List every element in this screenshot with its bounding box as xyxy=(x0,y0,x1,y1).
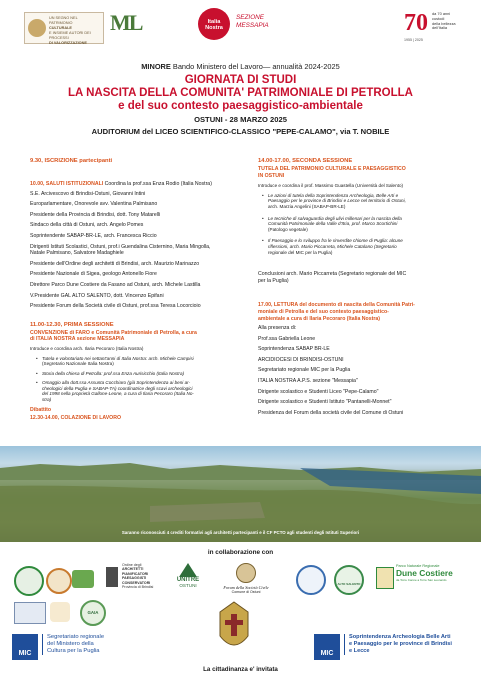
left-column xyxy=(30,158,252,422)
credits-caption: Saranno riconosciuti 4 crediti formativi agli architetti partecipanti e il CF PCTO agli studenti degli Istituti Superiori xyxy=(121,530,360,535)
funding-line xyxy=(0,62,481,71)
talk-item xyxy=(268,193,464,210)
mic-label: MIC xyxy=(320,650,334,657)
landscape-photo xyxy=(0,446,481,542)
round-logo xyxy=(296,565,326,595)
talk-item xyxy=(268,216,464,233)
title-line-2: LA NASCITA DELLA COMUNITA' PATRIMONIALE DI PETROLLA xyxy=(68,87,413,99)
talk-line: • Storia della chiesa di Petrolla: prof.ssa Enza Aurisicchio (Italia Nostra) xyxy=(42,370,185,376)
first-session-line: di ITALIA NOSTRA sezione MESSAPIA xyxy=(30,336,125,343)
funding-bold: MINORE xyxy=(141,62,171,71)
anniversary-line: della bellezza xyxy=(432,20,456,26)
section-label-line: MESSAPIA xyxy=(236,22,269,29)
reading-title xyxy=(258,302,464,322)
anniversary-logo xyxy=(404,10,464,46)
conclusions-line: Conclusioni arch. Mario Piccarreta (Segretario regionale del MIC xyxy=(258,271,407,278)
title-line-1: GIORNATA DI STUDI xyxy=(184,74,297,86)
crest-icon xyxy=(214,600,254,660)
greetings-title: 10.00, SALUTI ISTITUZIONALI xyxy=(30,181,104,187)
second-session-line: IN OSTUNI xyxy=(258,172,285,179)
lunch-label: 12.30-14.00, COLAZIONE DI LAVORO xyxy=(30,415,121,422)
first-session-title: 11.00-12.30, PRIMA SESSIONE xyxy=(30,321,114,328)
talk-line: • Tutela e volontariato nei settant'anni di Italia Nostra: arch. Michele Campisi xyxy=(42,355,194,361)
presence-item: ITALIA NOSTRA A.P.S. sezione "Messapia" xyxy=(258,378,358,385)
greeting-item: Soprintendente SABAP-BR-LE, arch. Francesca Riccio xyxy=(30,232,157,239)
greetings-header xyxy=(30,181,252,188)
first-session-talks xyxy=(30,356,252,403)
anniversary-number: 70 xyxy=(404,10,428,36)
soprintendenza-line: Soprintendenza Archeologia Belle Arti xyxy=(349,634,451,640)
talk-line: • Le azioni di tutela della Soprintendenza Archeologia, Belle Arti e xyxy=(268,192,399,198)
gaia-name: GAIA xyxy=(87,610,99,615)
talk-line: • Omaggio alla dott.ssa Assunta Cocchiaro (già Soprintendenza ai beni ar- xyxy=(42,380,191,386)
parco-line: Parco Naturale Regionale xyxy=(396,564,440,568)
registration-line: 9.30, ISCRIZIONE partecipanti xyxy=(30,158,113,164)
ordine-line: Provincia di Brindisi xyxy=(122,585,154,590)
conclusions xyxy=(258,271,464,284)
soprintendenza-line: e Paesaggio per le province di Brindisi xyxy=(349,641,452,647)
greeting-item: Direttore Parco Dune Costiere da Fasano ad Ostuni, arch. Michele Lastilla xyxy=(30,281,201,288)
first-session-line: CONVENZIONE di FARO e Comunità Patrimoniale di Petrolla, a cura xyxy=(30,329,197,336)
anniversary-line: da 70 anni xyxy=(432,11,451,16)
greetings-list xyxy=(30,191,252,310)
collaboration-label: in collaborazione con xyxy=(207,549,274,556)
talk-line: cheologici della Puglia e SABAP-TA) coordinatrice degli scavi archeologici xyxy=(42,385,193,391)
ordine-architetti-logo xyxy=(106,563,168,589)
anniversary-line: dell'Italia xyxy=(432,25,448,31)
talk-line: (Patologo vegetale) xyxy=(268,226,308,232)
greetings-coordinator: Coordina la prof.ssa Enza Rodio (Italia Nostra) xyxy=(103,181,212,187)
second-session-line: TUTELA DEL PATRIMONIO CULTURALE E PAESAGGISTICO xyxy=(258,166,406,172)
talk-line: riflessioni, arch. Mario Piccarreta, Michele Catalano (Segretario xyxy=(268,243,397,249)
mic-icon xyxy=(12,634,38,660)
soprintendenza-logo xyxy=(314,632,474,666)
section-label xyxy=(236,14,269,30)
butterfly-logo xyxy=(50,602,70,622)
italia-nostra-logo-text: Italia Nostra xyxy=(205,19,223,31)
presence-item: Dirigente scolastico e Studenti Istituto "Pantanelli-Monnet" xyxy=(258,399,392,406)
first-session-coordinator: Introduce e coordina arch. Ilaria Pecoraro (Italia Nostra) xyxy=(30,345,144,351)
mic-icon xyxy=(314,634,340,660)
greeting-item: Presidente dell'Ordine degli architetti di Brindisi, arch. Maurizio Marinazzo xyxy=(30,260,200,267)
community-logo xyxy=(14,566,44,596)
greeting-item: Sindaco della città di Ostuni, arch. Angelo Pomes xyxy=(30,222,144,229)
talk-line: del 1998 nella proprietà Gallone-Leone, a cura di Ilaria Pecoraro (Italia No- xyxy=(42,391,194,397)
heritage-logo-line: E INSIEME AUTORI DEI PROCESSI xyxy=(49,31,91,40)
parco-icon xyxy=(376,567,394,589)
debate-label: Dibattito xyxy=(30,406,52,413)
unitre-icon xyxy=(179,563,197,577)
parco-line: da Torre Canne a Torre San Leonardo xyxy=(396,578,447,582)
funding-text: Bando Ministero del Lavoro— annualità 2024-2025 xyxy=(170,62,340,71)
title-line-3: e del suo contesto paesaggistico-ambientale xyxy=(118,100,363,112)
presence-item: Presidenza del Forum della società civile del Comune di Ostuni xyxy=(258,409,404,416)
unitre-name: UNITRE xyxy=(176,577,200,583)
ministry-logo xyxy=(110,10,142,44)
forum-logo xyxy=(214,563,278,594)
archdiocese-crest xyxy=(214,600,254,660)
italia-nostra-logo xyxy=(198,8,230,40)
greeting-item: Europarlamentare, Onorevole avv. Valentina Palmisano xyxy=(30,201,158,208)
ministry-logo-text: ML xyxy=(110,10,142,35)
mic-regional-line: del Ministero della xyxy=(47,641,94,647)
talk-line: regionale del MIC per la Puglia) xyxy=(268,249,333,255)
mic-regional-line: Cultura per la Puglia xyxy=(47,648,100,654)
citizens-invited: La cittadinanza e' invitata xyxy=(203,666,278,673)
talk-item xyxy=(42,371,252,377)
parco-dune-logo xyxy=(376,564,468,582)
mic-regional-logo xyxy=(12,632,144,666)
gaia-logo xyxy=(80,600,106,626)
ordine-emblem-icon xyxy=(106,567,118,587)
greeting-item: V.Presidente GAL ALTO SALENTO, dott. Vincenzo Epifani xyxy=(30,292,164,299)
title-block xyxy=(0,62,481,136)
presence-item: Soprintendenza SABAP BR-LE xyxy=(258,346,330,353)
presence-item: ARCIDIOCESI DI BRINDISI-OSTUNI xyxy=(258,356,344,363)
ordine-line: Ordine degli xyxy=(122,563,142,567)
talk-line: Paesaggio per le province di Brindisi e Lecce nel territorio di Ostuni, xyxy=(268,198,406,204)
ente-logo xyxy=(14,602,46,624)
parco-name: Dune Costiere xyxy=(396,568,453,578)
ordine-line: CONSERVATORI xyxy=(122,580,151,585)
talk-line: • Le tecniche di salvaguardia degli ulivi millenari per la nascita della xyxy=(268,215,402,221)
mic-regional-line: Segretariato regionale xyxy=(47,634,105,640)
section-label-line: SEZIONE xyxy=(236,14,265,21)
talk-line: Comunità Patrimoniale della Valle d'Itria, prof. Marco Scortichini xyxy=(268,221,398,227)
talk-line: (Segretario Nazionale Italia Nostra) xyxy=(42,361,114,367)
gal-alto-salento-logo xyxy=(334,565,364,595)
presence-item: Prof.ssa Gabriella Leone xyxy=(258,335,316,342)
first-session-subtitle xyxy=(30,330,252,343)
conclusions-line: per la Puglia) xyxy=(258,277,289,284)
emblem-icon xyxy=(28,19,46,37)
presence-list xyxy=(258,325,464,416)
second-session-talks xyxy=(258,193,464,255)
second-session-title: 14.00-17.00, SECONDA SESSIONE xyxy=(258,158,353,164)
talk-line: • Il Paesaggio e lo sviluppo fra le rinverdite chiome di Puglia: alcune xyxy=(268,238,403,244)
ordine-line: PAESAGGISTI xyxy=(122,576,147,581)
heritage-logo xyxy=(24,12,104,44)
anniversary-years: 1955 | 2025 xyxy=(404,38,423,42)
event-venue: AUDITORIUM del LICEO SCIENTIFICO-CLASSICO "PEPE-CALAMO", via T. NOBILE xyxy=(91,127,390,136)
greeting-item: S.E. Arcivescovo di Brindisi-Ostuni, Giovanni Intini xyxy=(30,190,146,197)
mic-label: MIC xyxy=(18,650,32,657)
forum-emblem-icon xyxy=(236,563,256,583)
talk-line: stra) xyxy=(42,397,52,403)
heritage-logo-line: UN SEGNO NEL PATRIMONIO xyxy=(49,16,78,25)
ordine-line: PIANIFICATORI xyxy=(122,571,149,576)
greeting-item: Presidente Nazionale di Sigea, geologo Antonello Fiore xyxy=(30,271,157,278)
school-logo xyxy=(46,568,72,594)
greeting-item: Presidente Forum della Società civile di Ostuni, prof.ssa Teresa Locorcioio xyxy=(30,303,201,310)
anniversary-line: custodi xyxy=(432,15,445,21)
green-badge xyxy=(72,570,94,588)
heritage-logo-line: CULTURALE xyxy=(49,26,72,30)
reading-line: ambientale a cura di Ilaria Pecoraro (Italia Nostra) xyxy=(258,315,380,322)
event-date: OSTUNI - 28 MARZO 2025 xyxy=(194,115,287,124)
gal-name: ALTO SALENTO xyxy=(337,582,361,586)
talk-line: arch. Marzia Angelini (SABAP-BR-LE) xyxy=(268,203,346,209)
forum-city: Comune di Ostuni xyxy=(231,590,261,594)
unitre-logo xyxy=(172,563,204,588)
greeting-item: Dirigenti Istituti Scolastici, Ostuni, prof.i Guendalina Cisternino, Maria Mingolla, xyxy=(30,243,211,250)
landscape-drawing xyxy=(0,446,481,542)
right-column xyxy=(258,158,464,416)
forum-name: Forum della Società Civile xyxy=(223,585,269,590)
talk-item xyxy=(42,380,252,402)
soprintendenza-line: e Lecce xyxy=(349,648,370,654)
second-session-coordinator: Introduce e coordina il prof. Massimo Guastella (Università del Salento) xyxy=(258,183,404,189)
reading-line: moniale di Petrolla e del suo contesto paesaggistico- xyxy=(258,308,389,315)
talk-item xyxy=(268,238,464,255)
greeting-item: Presidente della Provincia di Brindisi, dott. Tony Matarelli xyxy=(30,211,161,218)
heritage-logo-line: DI VALORIZZAZIONE xyxy=(49,41,87,45)
presence-intro: Alla presenza di: xyxy=(258,325,297,332)
ordine-line: ARCHITETTI xyxy=(122,567,144,572)
presence-item: Segretariato regionale MIC per la Puglia xyxy=(258,367,351,374)
second-session-subtitle xyxy=(258,166,464,179)
presence-item: Dirigente scolastico e Studenti Liceo "Pepe-Calamo" xyxy=(258,388,379,395)
greeting-item: Natale Palmisano, Salvatore Madaghiele xyxy=(30,250,124,257)
reading-line: 17.00, LETTURA del documento di nascita della Comunità Patri- xyxy=(258,302,415,309)
talk-item xyxy=(42,356,252,367)
unitre-city: OSTUNI xyxy=(179,583,197,588)
